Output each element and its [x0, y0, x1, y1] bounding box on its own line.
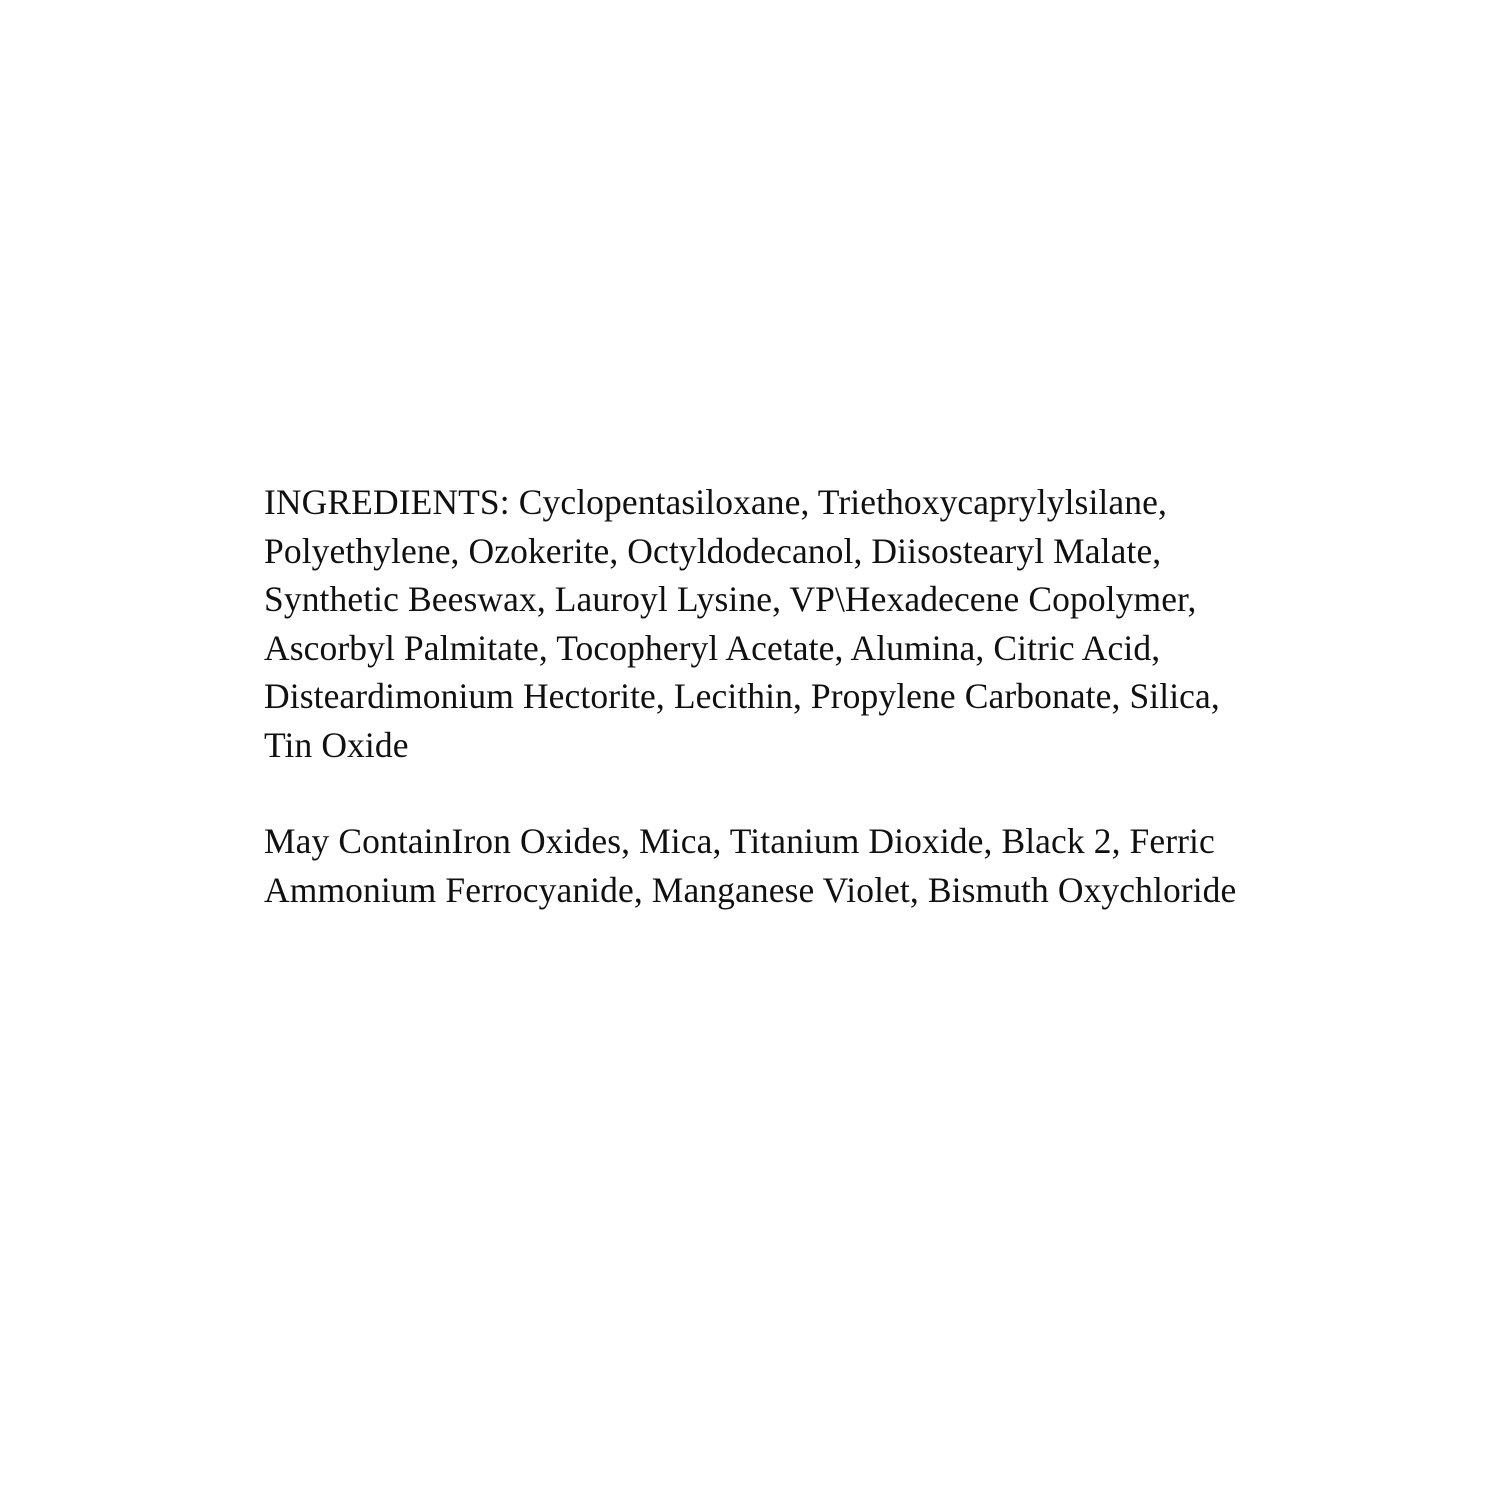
- ingredients-paragraph: INGREDIENTS: Cyclopentasiloxane, Triethoxycaprylylsilane, Polyethylene, Ozokerite, Octyldodecanol, Diisostearyl Malate, Synthetic Beeswax, Lauroyl Lysine, VP\Hexadecene Copolymer, Ascorbyl Palmitate, Tocopheryl Acetate, Alumina, Citric Acid, Disteardimonium Hectorite, Lecithin, Propylene Carbonate, Silica, Tin Oxide: [264, 482, 1220, 765]
- may-contain-paragraph: May ContainIron Oxides, Mica, Titanium Dioxide, Black 2, Ferric Ammonium Ferrocyanide, Manganese Violet, Bismuth Oxychloride: [264, 821, 1237, 910]
- ingredient-text-block: [264, 478, 1254, 914]
